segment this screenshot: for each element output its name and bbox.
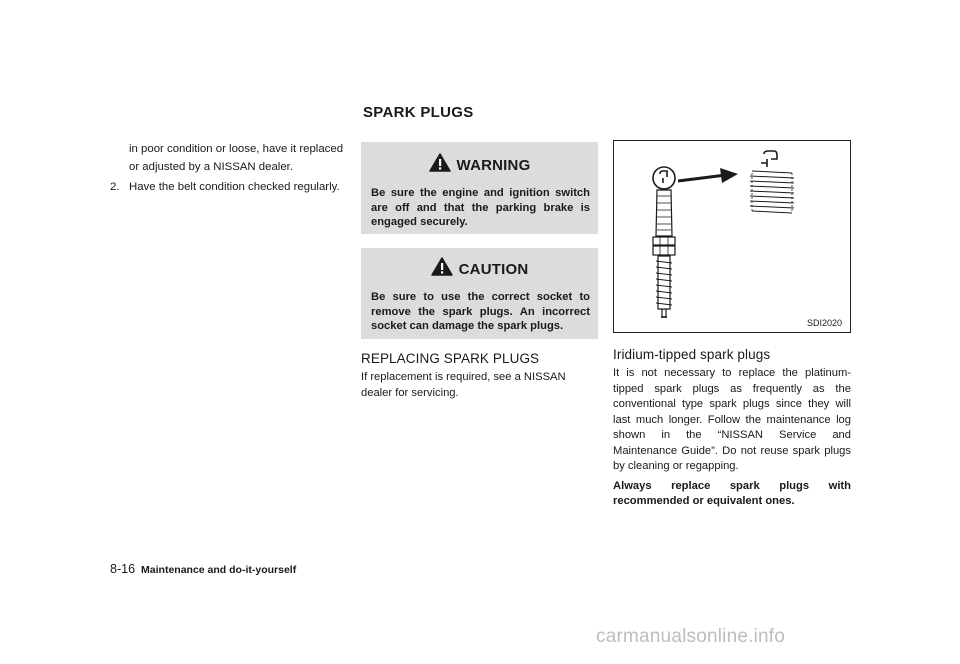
iridium-heading: Iridium-tipped spark plugs <box>613 347 771 362</box>
column-2 <box>361 142 598 401</box>
column-1 <box>110 140 346 196</box>
iridium-bold-text: Always replace spark plugs with recommended or equivalent ones. <box>613 479 851 507</box>
spark-plug-illustration <box>614 141 850 332</box>
page-footer <box>110 562 296 576</box>
column-3 <box>613 140 851 510</box>
warning-triangle-icon <box>429 153 451 177</box>
figure-id: SDI2020 <box>806 318 842 328</box>
caution-header <box>361 248 598 282</box>
list-item-number: 2. <box>110 181 120 193</box>
replacing-text: If replacement is required, see a NISSAN dealer for servicing. <box>361 371 566 399</box>
spark-plug-tip-detail-icon <box>750 151 794 215</box>
page-number: 8-16 <box>110 562 136 576</box>
warning-box <box>361 142 598 234</box>
watermark: carmanualsonline.info <box>596 626 786 647</box>
spark-plug-figure <box>613 140 851 333</box>
list-item-text: Have the belt condition checked regularly. <box>129 181 340 193</box>
caution-triangle-icon <box>431 257 453 281</box>
warning-label: WARNING <box>456 156 531 174</box>
list-item-2 <box>110 178 346 196</box>
chapter-title: Maintenance and do-it-yourself <box>141 564 297 576</box>
replacing-heading: REPLACING SPARK PLUGS <box>361 351 540 366</box>
warning-header <box>361 142 598 178</box>
continued-paragraph: in poor condition or loose, have it replaced or adjusted by a NISSAN dealer. <box>129 143 344 173</box>
caution-text: Be sure to use the correct socket to remove the spark plugs. An incorrect socket can damage the spark plugs. <box>371 291 590 332</box>
caution-label: CAUTION <box>458 260 529 278</box>
warning-text: Be sure the engine and ignition switch are off and that the parking brake is engaged securely. <box>371 187 590 228</box>
arrow-icon <box>678 168 738 183</box>
section-title: SPARK PLUGS <box>363 104 474 121</box>
iridium-text: It is not necessary to replace the platinum-tipped spark plugs as frequently as the conventional type spark plugs since they will last much longer. Follow the maintenance log shown in the “NISSAN Service and Maintenance Guide”. Do not reuse spark plugs by cleaning or regapping. <box>613 367 851 472</box>
caution-box <box>361 248 598 339</box>
spark-plug-icon <box>653 167 675 317</box>
